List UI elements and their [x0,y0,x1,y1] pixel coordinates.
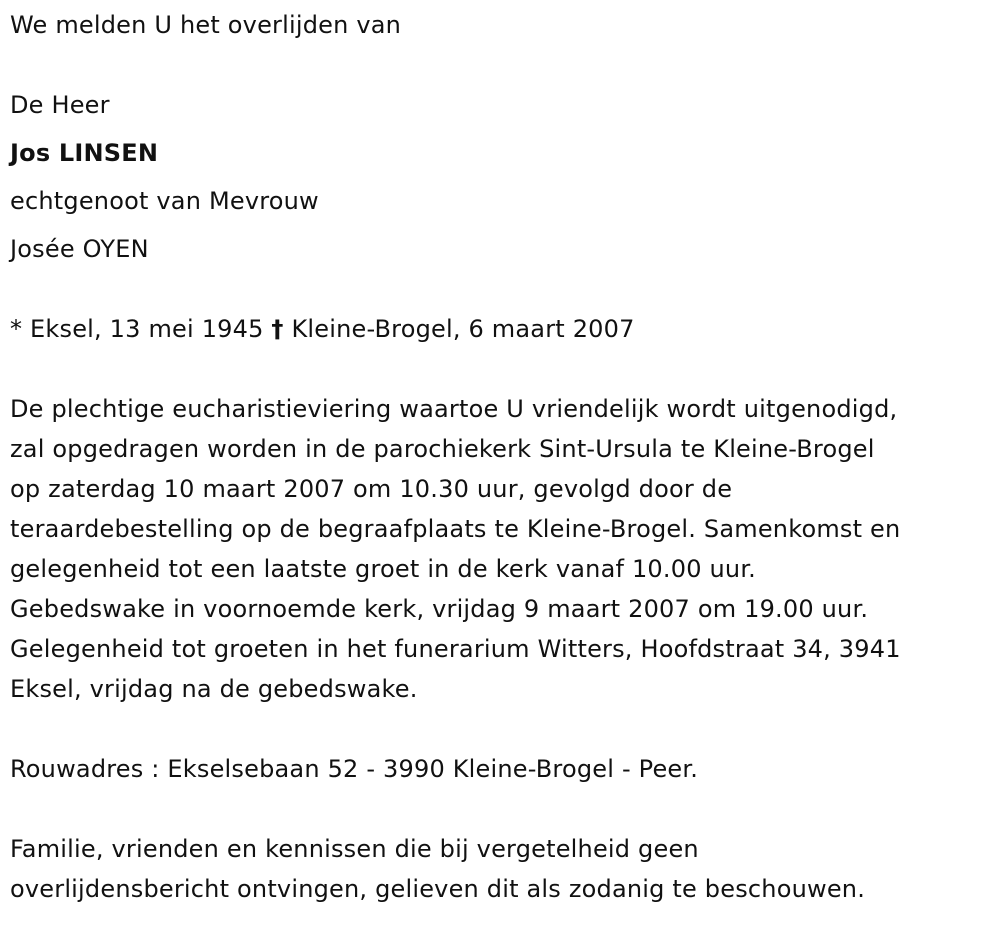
life-dates [10,314,635,344]
ceremony-line: teraardebestelling op de begraafplaats te Kleine-Brogel. Samenkomst en [10,515,901,543]
honorific: De Heer [10,91,110,119]
closing-line: Familie, vrienden en kennissen die bij vergetelheid geen [10,835,699,863]
spouse-relation: echtgenoot van Mevrouw [10,187,319,215]
mourning-address: Rouwadres : Ekselsebaan 52 - 3990 Kleine-Brogel - Peer. [10,755,699,783]
ceremony-line: zal opgedragen worden in de parochiekerk Sint-Ursula te Kleine-Brogel [10,435,875,463]
ceremony-line: op zaterdag 10 maart 2007 om 10.30 uur, gevolgd door de [10,475,733,503]
spouse-name: Josée OYEN [10,235,149,263]
ceremony-line: Eksel, vrijdag na de gebedswake. [10,675,418,703]
closing-line: overlijdensbericht ontvingen, gelieven dit als zodanig te beschouwen. [10,875,866,903]
death-info: Kleine-Brogel, 6 maart 2007 [291,315,635,343]
deceased-name: Jos LINSEN [10,139,159,167]
intro-text: We melden U het overlijden van [10,11,402,39]
birth-info: * Eksel, 13 mei 1945 [10,315,264,343]
cross-icon: † [271,315,284,343]
ceremony-line: De plechtige eucharistieviering waartoe U vriendelijk wordt uitgenodigd, [10,395,898,423]
ceremony-line: gelegenheid tot een laatste groet in de kerk vanaf 10.00 uur. [10,555,757,583]
ceremony-line: Gelegenheid tot groeten in het funerarium Witters, Hoofdstraat 34, 3941 [10,635,901,663]
ceremony-line: Gebedswake in voornoemde kerk, vrijdag 9 maart 2007 om 19.00 uur. [10,595,869,623]
